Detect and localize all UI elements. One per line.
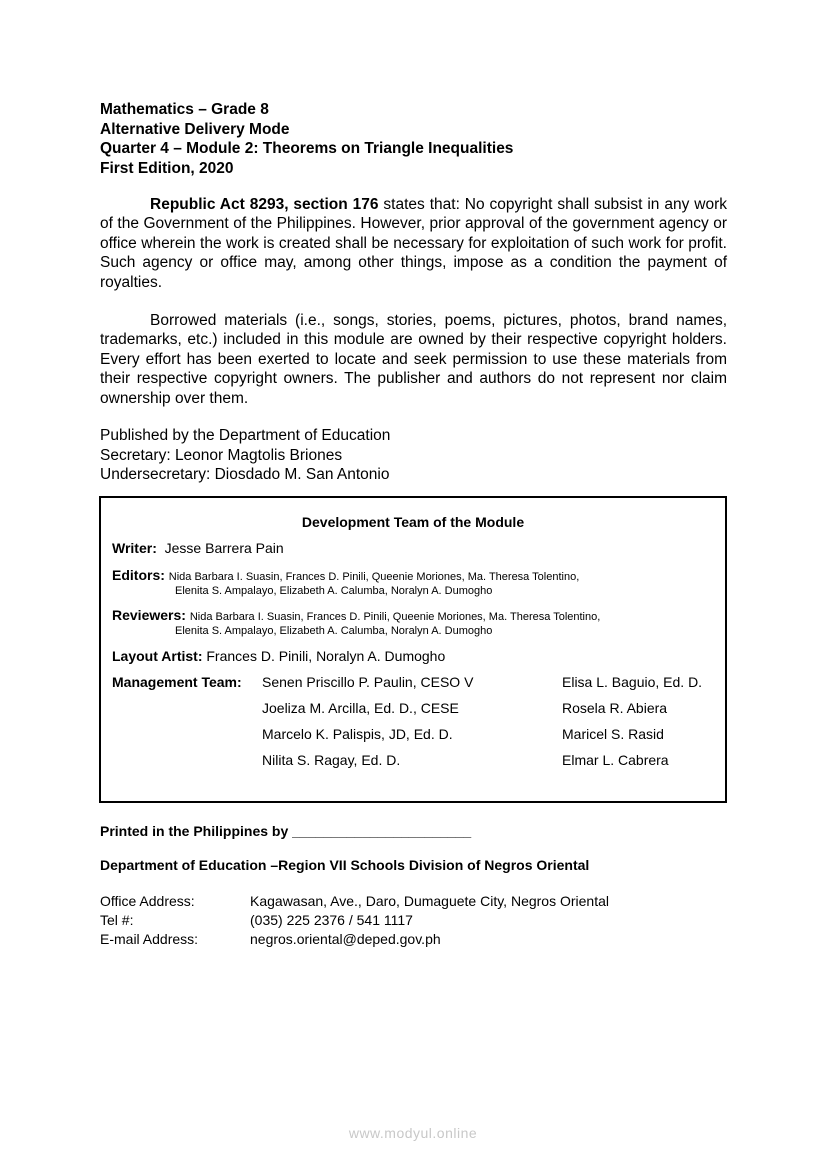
- email-label: E-mail Address:: [100, 931, 199, 947]
- management-member: Joeliza M. Arcilla, Ed. D., CESE: [262, 700, 459, 716]
- management-member: Maricel S. Rasid: [562, 726, 664, 742]
- office-address-label: Office Address:: [100, 893, 195, 909]
- module-title-block: [100, 100, 513, 179]
- management-team-label: Management Team:: [112, 674, 242, 690]
- editors-names-1: Nida Barbara I. Suasin, Frances D. Pinili, Queenie Moriones, Ma. Theresa Tolentino,: [168, 571, 580, 583]
- borrowed-materials-paragraph: [100, 311, 727, 408]
- editors-names-2: Elenita S. Ampalayo, Elizabeth A. Calumba, Noralyn A. Dumogho: [175, 585, 493, 597]
- layout-artist-names: Frances D. Pinili, Noralyn A. Dumogho: [206, 648, 446, 664]
- management-member: Rosela R. Abiera: [562, 700, 668, 716]
- layout-artist-label: Layout Artist:: [112, 648, 203, 664]
- undersecretary: Undersecretary: Diosdado M. San Antonio: [100, 466, 390, 483]
- copyright-law-ref: Republic Act 8293, section 176: [150, 196, 379, 213]
- email-address: negros.oriental@deped.gov.ph: [250, 931, 441, 947]
- management-member: Senen Priscillo P. Paulin, CESO V: [262, 674, 474, 690]
- reviewers-row: [112, 607, 600, 623]
- copyright-text: states that: No copyright shall subsist in any work of the Government of the Philippines. However, prior approval of the government agency or office wherein the work is created shall be necessary for exploitation of such work for profit. Such agency or office may, among other things, impose as a condition the payment of royalties.: [100, 196, 727, 291]
- borrowed-text: Borrowed materials (i.e., songs, stories, poems, pictures, photos, brand names, trademarks, etc.) included in this module are owned by their respective copyright holders. Every effort has been exerted to locate and seek permission to use these materials from their respective copyright owners. The publisher and authors do not represent nor claim ownership over them.: [100, 312, 727, 407]
- writer-name: Jesse Barrera Pain: [164, 540, 284, 556]
- reviewers-names-2: Elenita S. Ampalayo, Elizabeth A. Calumba, Noralyn A. Dumogho: [175, 625, 493, 637]
- printed-by-line: Printed in the Philippines by _______________________: [100, 823, 472, 839]
- published-by: Published by the Department of Education: [100, 427, 391, 444]
- copyright-paragraph: [100, 195, 727, 292]
- tel-number: (035) 225 2376 / 541 1117: [250, 912, 413, 928]
- office-address: Kagawasan, Ave., Daro, Dumaguete City, Negros Oriental: [250, 893, 609, 909]
- tel-label: Tel #:: [100, 912, 134, 928]
- quarter-module-title: Quarter 4 – Module 2: Theorems on Triangle Inequalities: [100, 140, 514, 158]
- management-member: Marcelo K. Palispis, JD, Ed. D.: [262, 726, 453, 742]
- subject-grade: Mathematics – Grade 8: [100, 101, 269, 118]
- secretary: Secretary: Leonor Magtolis Briones: [100, 446, 343, 464]
- editors-row: [112, 567, 579, 583]
- management-member: Elmar L. Cabrera: [562, 752, 669, 768]
- editors-label: Editors:: [112, 567, 165, 583]
- writer-label: Writer:: [112, 540, 157, 556]
- delivery-mode: Alternative Delivery Mode: [100, 120, 290, 138]
- reviewers-names-1: Nida Barbara I. Suasin, Frances D. Pinili, Queenie Moriones, Ma. Theresa Tolentino,: [189, 611, 601, 623]
- watermark: www.modyul.online: [348, 1125, 478, 1141]
- development-team-title: Development Team of the Module: [301, 514, 525, 530]
- layout-artist-row: [112, 648, 445, 664]
- development-team-box: [99, 496, 727, 803]
- management-member: Nilita S. Ragay, Ed. D.: [262, 752, 401, 768]
- writer-row: [112, 540, 284, 556]
- management-member: Elisa L. Baguio, Ed. D.: [562, 674, 703, 690]
- publisher-info: [100, 426, 390, 485]
- reviewers-label: Reviewers:: [112, 607, 186, 623]
- edition: First Edition, 2020: [100, 160, 234, 178]
- division-name: Department of Education –Region VII Schools Division of Negros Oriental: [100, 857, 590, 873]
